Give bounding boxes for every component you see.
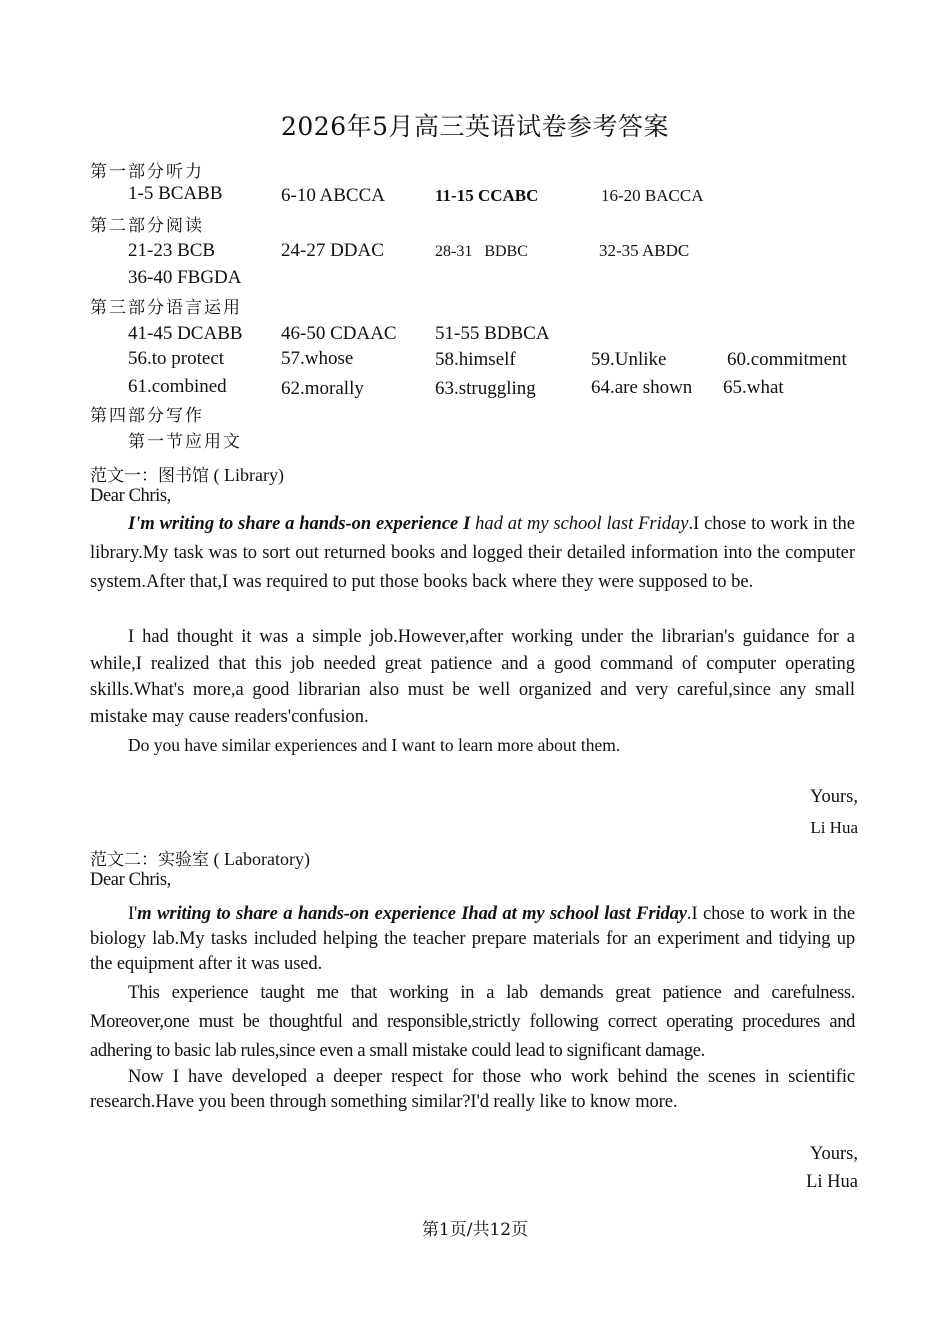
essay1-salutation: Dear Chris, xyxy=(90,486,171,506)
answer-58: 58.himself xyxy=(435,349,516,370)
essay2-closing: Yours, xyxy=(810,1144,858,1164)
answer-28-31: 28-31 BDBC xyxy=(435,243,528,260)
essay1-header-cn: 范文一：图书馆 xyxy=(90,466,209,486)
answer-65: 65.what xyxy=(723,377,784,398)
answer-62: 62.morally xyxy=(281,378,364,399)
essay2-salutation: Dear Chris, xyxy=(90,870,171,890)
essay1-p1-italic: had at my school last Friday xyxy=(470,514,689,534)
essay2-p1-bold: m writing to share a hands-on experience Ihad at my school last Friday xyxy=(137,904,687,924)
answer-57: 57.whose xyxy=(281,348,354,369)
section-listening: 第一部分听力 xyxy=(90,162,204,182)
answer-6-10: 6-10 ABCCA xyxy=(281,185,385,206)
essay1-p1-bold: I'm writing to share a hands-on experience I xyxy=(128,514,471,534)
answer-36-40: 36-40 FBGDA xyxy=(128,267,242,288)
essay1-paragraph-1 xyxy=(90,510,855,597)
answer-59: 59.Unlike xyxy=(591,349,667,370)
essay2-p1-rest: .I chose to work in the biology lab.My tasks included helping the teacher prepare materials for an experiment and tidying up the equipment after it was used. xyxy=(90,904,855,974)
section-writing: 第四部分写作 xyxy=(90,406,204,426)
answer-46-50: 46-50 CDAAC xyxy=(281,323,397,344)
essay2-paragraph-2: This experience taught me that working in a lab demands great patience and carefulness. Moreover,one must be thoughtful and responsible,strictly following correct operating procedures and adhering to basic lab rules,since even a small mistake could lead to significant damage. xyxy=(90,983,855,1061)
essay1-paragraph-3: Do you have similar experiences and I want to learn more about them. xyxy=(128,735,621,755)
section-reading: 第二部分阅读 xyxy=(90,216,204,236)
answer-16-20: 16-20 BACCA xyxy=(601,186,704,205)
essay2-p1-plain: I' xyxy=(128,904,138,924)
page-footer: 第1页/共12页 xyxy=(421,1220,529,1240)
essay2-paragraph-1 xyxy=(90,902,855,977)
essay1-header-en: ( Library) xyxy=(213,465,284,485)
essay2-signature: Li Hua xyxy=(806,1172,858,1192)
page-title: 2026年5月高三英语试卷参考答案 xyxy=(280,112,670,141)
answer-41-45: 41-45 DCABB xyxy=(128,323,243,344)
essay2-header-cn: 范文二：实验室 xyxy=(90,850,209,870)
essay1-header xyxy=(90,461,284,486)
essay1-closing: Yours, xyxy=(810,787,858,807)
essay1-signature: Li Hua xyxy=(810,818,858,837)
essay1-paragraph-2: I had thought it was a simple job.However,after working under the librarian's guidance for a while,I realized that this job needed great patience and a good command of computer operating skills.What's more,a good librarian also must be well organized and very careful,since any small mistake may cause readers'confusion. xyxy=(90,627,855,727)
essay2-header-en: ( Laboratory) xyxy=(213,849,310,869)
answer-63: 63.struggling xyxy=(435,378,536,399)
answer-64: 64.are shown xyxy=(591,377,693,398)
essay1-p1-rest: .I chose to work in the library.My task was to sort out returned books and logged their detailed information into the computer system.After that,I was required to put those books back where they were supposed to be. xyxy=(90,514,856,592)
answer-24-27: 24-27 DDAC xyxy=(281,240,384,261)
answer-21-23: 21-23 BCB xyxy=(128,240,216,261)
essay2-paragraph-3: Now I have developed a deeper respect for those who work behind the scenes in scientific research.Have you been through something similar?I'd really like to know more. xyxy=(90,1067,855,1112)
answer-61: 61.combined xyxy=(128,376,227,397)
answer-32-35: 32-35 ABDC xyxy=(599,241,690,260)
answer-56: 56.to protect xyxy=(128,348,225,369)
answer-11-15: 11-15 CCABC xyxy=(435,186,539,205)
answer-1-5: 1-5 BCABB xyxy=(128,183,223,204)
answer-60: 60.commitment xyxy=(727,349,847,370)
essay2-header xyxy=(90,845,310,870)
section-writing-sub: 第一节应用文 xyxy=(128,432,242,452)
section-language-use: 第三部分语言运用 xyxy=(90,298,242,318)
answer-51-55: 51-55 BDBCA xyxy=(435,323,550,344)
